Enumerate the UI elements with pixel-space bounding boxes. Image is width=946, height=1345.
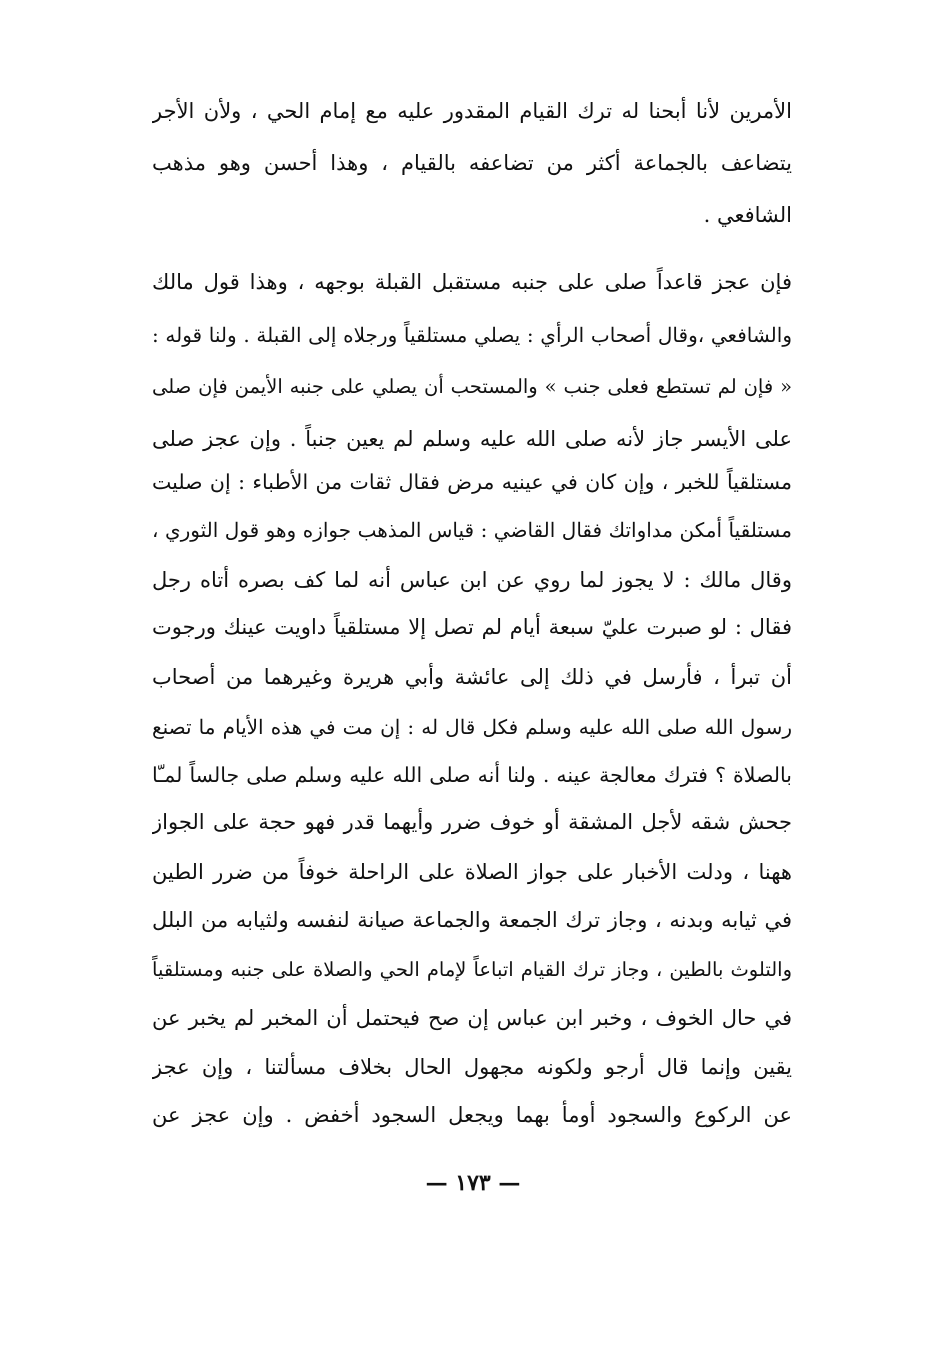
text-line: بالصلاة ؟ فترك معالجة عينه . ولنا أنه صلى الله عليه وسلم صلى جالساً لمـّا <box>152 763 792 787</box>
text-line: عن الركوع والسجود أومأ بهما ويجعل السجود أخفض . وإن عجز عن <box>152 1103 792 1127</box>
text-line: يقين وإنما قال أرجو ولكونه مجهول الحال بخلاف مسألتنا ، وإن عجز <box>152 1055 792 1079</box>
text-line: فإن عجز قاعداً صلى على جنبه مستقبل القبلة بوجهه ، وهذا قول مالك <box>152 270 792 294</box>
text-line: يتضاعف بالجماعة أكثر من تضاعفه بالقيام ، وهذا أحسن وهو مذهب <box>152 151 792 175</box>
text-line: مستلقياً للخبر ، وإن كان في عينيه مرض فقال ثقات من الأطباء : إن صليت <box>152 470 792 494</box>
text-line: الشافعي . <box>703 203 792 227</box>
text-line: في حال الخوف ، وخبر ابن عباس إن صح فيحتمل أن المخبر لم يخبر عن <box>152 1006 792 1030</box>
text-line: الأمرين لأنا أبحنا له ترك القيام المقدور عليه مع إمام الحي ، ولأن الأجر <box>152 99 792 123</box>
text-line: والشافعي ،وقال أصحاب الرأي : يصلي مستلقياً ورجلاه إلى القبلة . ولنا قوله : <box>152 323 792 347</box>
text-line: جحش شقه لأجل المشقة أو خوف ضرر وأيهما قدر فهو حجة على الجواز <box>152 810 792 834</box>
text-line: فقال : لو صبرت عليّ سبعة أيام لم تصل إلا مستلقياً داويت عينك ورجوت <box>152 615 792 639</box>
text-line: على الأيسر جاز لأنه صلى الله عليه وسلم لم يعين جنباً . وإن عجز صلى <box>152 427 792 451</box>
text-line: أن تبرأ ، فأرسل في ذلك إلى عائشة وأبي هريرة وغيرهما من أصحاب <box>152 665 792 689</box>
text-line: مستلقياً أمكن مداواتك فقال القاضي : قياس المذهب جوازه وهو قول الثوري ، <box>152 518 792 542</box>
text-line: في ثيابه وبدنه ، وجاز ترك الجمعة والجماعة صيانة لنفسه ولثيابه من البلل <box>152 908 792 932</box>
page-number: — ١٧٣ — <box>425 1170 521 1196</box>
text-line: رسول الله صلى الله عليه وسلم فكل قال له : إن مت في هذه الأيام ما تصنع <box>152 715 792 739</box>
text-line: وقال مالك : لا يجوز لما روي عن ابن عباس أنه لما كف بصره أتاه رجل <box>152 568 792 592</box>
text-line: ههنا ، ودلت الأخبار على جواز الصلاة على الراحلة خوفاً من ضرر الطين <box>152 860 792 884</box>
text-line: والتلوث بالطين ، وجاز ترك القيام اتباعاً لإمام الحي والصلاة على جنبه ومستلقياً <box>152 958 792 981</box>
text-line: « فإن لم تستطع فعلى جنب » والمستحب أن يصلي على جنبه الأيمن فإن صلى <box>152 375 792 398</box>
